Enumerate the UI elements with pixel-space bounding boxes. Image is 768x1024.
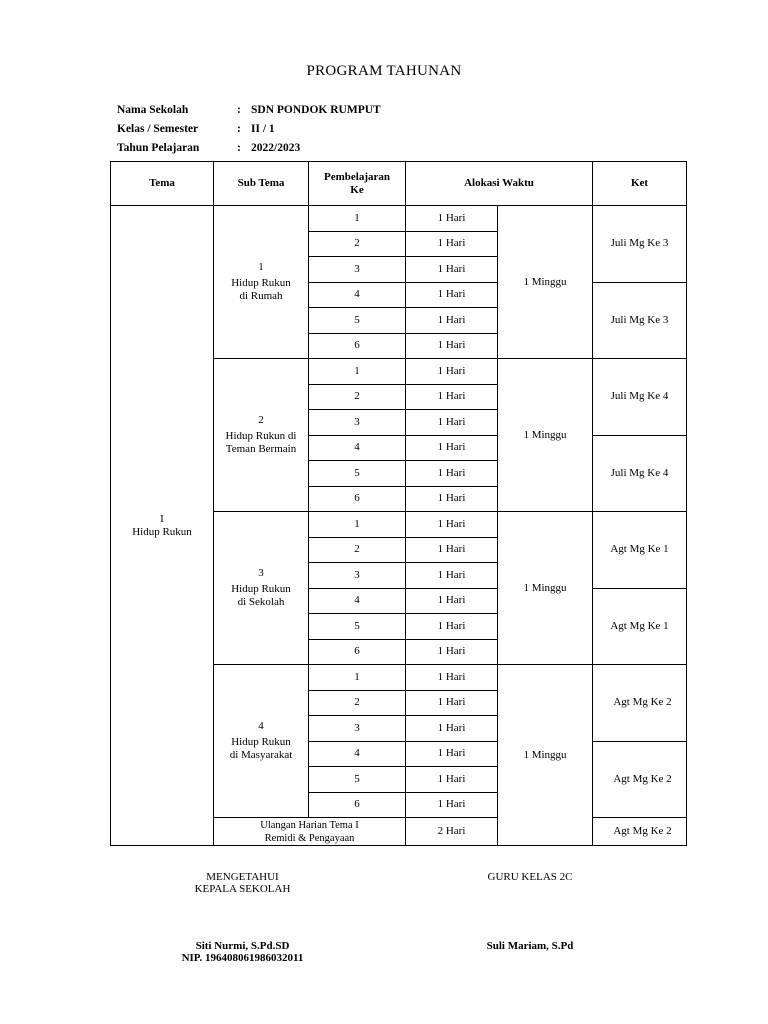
header-pembelajaran-line2: Ke [350,183,364,196]
ket-cell: Agt Mg Ke 1 [593,512,687,589]
alokasi-hari: 1 Hari [406,333,498,359]
table-row [111,206,687,232]
alokasi-minggu: 1 Minggu [498,206,593,359]
ket-cell: Juli Mg Ke 4 [593,435,687,512]
alokasi-hari: 1 Hari [406,257,498,283]
alokasi-hari: 1 Hari [406,359,498,385]
pembelajaran-ke: 4 [309,282,406,308]
pembelajaran-ke: 1 [309,512,406,538]
info-colon: : [237,104,241,116]
ulangan-hari: 2 Hari [406,818,498,846]
alokasi-hari: 1 Hari [406,741,498,767]
subtema-name-line1: Hidup Rukun [231,736,291,748]
header-alokasi-waktu: Alokasi Waktu [406,162,593,206]
alokasi-hari: 1 Hari [406,461,498,487]
pembelajaran-ke: 3 [309,716,406,742]
alokasi-hari: 1 Hari [406,206,498,232]
pembelajaran-ke: 5 [309,308,406,334]
signature-left-nip: NIP. 196408061986032011 [181,952,304,964]
header-pembelajaran-line1: Pembelajaran [324,170,390,183]
pembelajaran-ke: 1 [309,206,406,232]
pembelajaran-ke: 5 [309,614,406,640]
subtema-cell [214,665,309,818]
alokasi-hari: 1 Hari [406,767,498,793]
info-value: II / 1 [251,123,275,135]
pembelajaran-ke: 5 [309,461,406,487]
subtema-cell [214,359,309,512]
subtema-number: 4 [258,720,264,732]
ket-cell: Agt Mg Ke 2 [593,741,687,818]
info-label: Kelas / Semester [117,123,199,135]
header-tema: Tema [111,162,214,206]
pembelajaran-ke: 1 [309,665,406,691]
tema-cell [111,206,214,846]
subtema-name-line2: di Rumah [239,290,283,302]
alokasi-hari: 1 Hari [406,690,498,716]
header-ket: Ket [593,162,687,206]
signature-right-name: Suli Mariam, S.Pd [486,940,574,952]
signature-right-title: GURU KELAS 2C [487,871,573,883]
pembelajaran-ke: 6 [309,639,406,665]
alokasi-hari: 1 Hari [406,716,498,742]
info-value: 2022/2023 [251,142,301,154]
subtema-name-line2: di Masyarakat [229,749,293,761]
header-pembelajaran [309,162,406,206]
pembelajaran-ke: 3 [309,257,406,283]
pembelajaran-ke: 2 [309,231,406,257]
signature-left-line2: KEPALA SEKOLAH [194,883,291,895]
alokasi-hari: 1 Hari [406,435,498,461]
alokasi-hari: 1 Hari [406,588,498,614]
pembelajaran-ke: 5 [309,767,406,793]
pembelajaran-ke: 6 [309,792,406,818]
subtema-name-line2: di Sekolah [237,596,285,608]
header-sub-tema: Sub Tema [214,162,309,206]
alokasi-hari: 1 Hari [406,614,498,640]
program-table [110,161,687,846]
ket-cell: Juli Mg Ke 4 [593,359,687,436]
pembelajaran-ke: 1 [309,359,406,385]
alokasi-minggu: 1 Minggu [498,665,593,846]
alokasi-hari: 1 Hari [406,308,498,334]
tema-name: Hidup Rukun [132,525,192,538]
subtema-number: 1 [258,261,264,273]
info-value: SDN PONDOK RUMPUT [251,104,381,116]
pembelajaran-ke: 2 [309,384,406,410]
pembelajaran-ke: 2 [309,537,406,563]
alokasi-hari: 1 Hari [406,384,498,410]
subtema-number: 3 [258,567,264,579]
subtema-name-line2: Teman Bermain [225,443,297,455]
pembelajaran-ke: 2 [309,690,406,716]
ket-cell: Juli Mg Ke 3 [593,282,687,359]
ket-cell: Agt Mg Ke 1 [593,588,687,665]
alokasi-hari: 1 Hari [406,231,498,257]
info-colon: : [237,142,241,154]
signature-left-title [190,871,295,895]
ket-cell: Juli Mg Ke 3 [593,206,687,283]
alokasi-hari: 1 Hari [406,537,498,563]
pembelajaran-ke: 6 [309,486,406,512]
signature-left-block [170,940,315,964]
subtema-name-line1: Hidup Rukun [231,277,291,289]
signature-left-name: Siti Nurmi, S.Pd.SD [195,940,290,952]
alokasi-hari: 1 Hari [406,486,498,512]
signature-left-line1: MENGETAHUI [206,871,279,883]
pembelajaran-ke: 3 [309,563,406,589]
subtema-number: 2 [258,414,264,426]
subtema-name-line1: Hidup Rukun [231,583,291,595]
pembelajaran-ke: 4 [309,588,406,614]
subtema-cell [214,512,309,665]
alokasi-hari: 1 Hari [406,512,498,538]
ulangan-cell [214,818,406,846]
alokasi-hari: 1 Hari [406,792,498,818]
info-colon: : [237,123,241,135]
ket-cell: Agt Mg Ke 2 [593,665,687,742]
subtema-name-line1: Hidup Rukun di [225,430,297,442]
pembelajaran-ke: 3 [309,410,406,436]
alokasi-hari: 1 Hari [406,563,498,589]
tema-number: I [160,512,164,525]
alokasi-hari: 1 Hari [406,665,498,691]
alokasi-minggu: 1 Minggu [498,512,593,665]
subtema-cell [214,206,309,359]
ulangan-line1: Ulangan Harian Tema I [260,819,359,831]
ulangan-ket: Agt Mg Ke 2 [593,818,687,846]
pembelajaran-ke: 4 [309,435,406,461]
alokasi-hari: 1 Hari [406,410,498,436]
pembelajaran-ke: 6 [309,333,406,359]
alokasi-hari: 1 Hari [406,282,498,308]
table-header-row [111,162,687,206]
info-label: Nama Sekolah [117,104,189,116]
info-label: Tahun Pelajaran [117,142,200,154]
alokasi-hari: 1 Hari [406,639,498,665]
alokasi-minggu: 1 Minggu [498,359,593,512]
pembelajaran-ke: 4 [309,741,406,767]
page-title: PROGRAM TAHUNAN [306,63,462,79]
ulangan-line2: Remidi & Pengayaan [264,832,355,844]
